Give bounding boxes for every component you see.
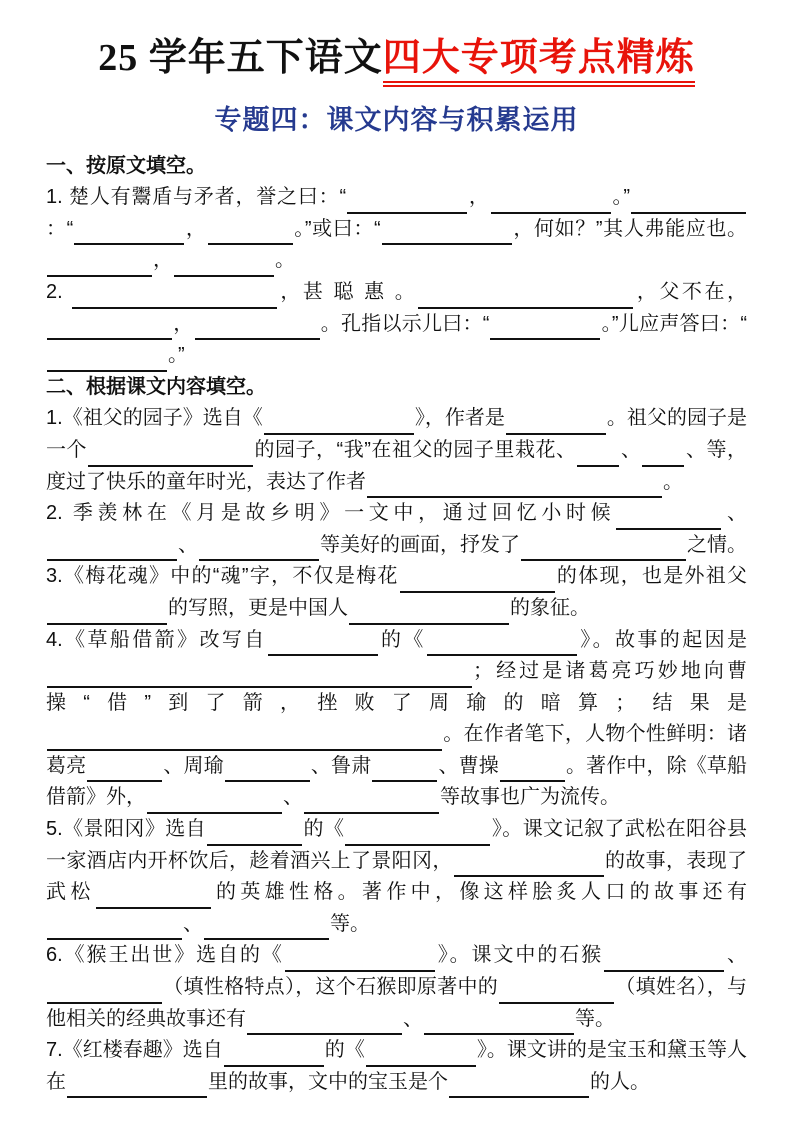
fill-in-blank [47, 537, 177, 561]
question-text: 4.《草船借箭》改写自 [46, 628, 267, 651]
page-title-black: 25 学年五下语文 [98, 37, 383, 79]
fill-in-blank [506, 411, 606, 435]
question-text: ，父不在， [634, 280, 748, 303]
question-item [46, 561, 747, 624]
question-item [46, 498, 747, 561]
fill-in-blank [418, 285, 633, 309]
question-text: 。著作中，除《草船借箭》外， [46, 754, 748, 809]
fill-in-blank [88, 443, 253, 467]
question-item [46, 625, 747, 815]
question-text: 的写照，更是中国人 [168, 596, 348, 619]
question-text: 里的故事，文中的宝玉是个 [208, 1070, 448, 1093]
fill-in-blank [72, 285, 277, 309]
fill-in-blank [247, 1011, 402, 1035]
fill-in-blank [382, 221, 512, 245]
question-text: 、鲁肃 [310, 754, 372, 777]
question-text: 5.《景阳冈》选自 [46, 818, 207, 841]
section-heading: 一、按原文填空。 [46, 154, 206, 177]
fill-in-blank [225, 758, 310, 782]
question-text: 的象征。 [510, 596, 590, 619]
fill-in-blank [47, 601, 167, 625]
section-heading: 二、根据课文内容填空。 [46, 375, 266, 398]
question-text: 、 [183, 912, 203, 935]
question-text: 、 [722, 502, 747, 525]
fill-in-blank [491, 190, 611, 214]
question-text: 等。 [575, 1007, 615, 1030]
question-text: 等。 [330, 912, 370, 935]
question-text: 等美好的画面，抒发了 [320, 533, 520, 556]
fill-in-blank [427, 632, 577, 656]
page-title [46, 36, 747, 82]
fill-in-blank [500, 758, 565, 782]
fill-in-blank [207, 822, 302, 846]
question-text: 。祖父的园子是一个 [46, 407, 747, 461]
question-item [46, 814, 747, 940]
worksheet-content [46, 151, 747, 1099]
question-text: 》。课文讲的是宝玉和黛玉等人在 [46, 1039, 748, 1093]
question-item [46, 182, 747, 277]
question-text: ；经过是诸葛亮巧妙地向曹操“借”到了箭，挫败了周瑜的暗算；结果是 [46, 660, 747, 714]
page-title-red-underlined: 四大专项考点精炼 [383, 37, 695, 87]
question-text: 1.《祖父的园子》选自《 [46, 407, 263, 430]
question-text: 的《 [378, 628, 426, 651]
question-text: （填姓名），与他相关的经典故事还有 [46, 976, 748, 1030]
fill-in-blank [147, 790, 282, 814]
question-text: 的《 [324, 1039, 365, 1062]
question-text: 7.《红楼春趣》选自 [46, 1039, 223, 1062]
fill-in-blank [47, 253, 152, 277]
question-text: 、 [283, 786, 303, 809]
fill-in-blank [268, 632, 378, 656]
question-text: 之情。 [687, 533, 747, 556]
fill-in-blank [47, 348, 167, 372]
question-item [46, 940, 747, 1035]
fill-in-blank [224, 1043, 324, 1067]
question-text: 的英雄性格。著作中，像这样脍炙人口的故事还有 [211, 881, 748, 904]
fill-in-blank [208, 221, 293, 245]
question-text: 2. 季羡林在《月是故乡明》一文中，通过回忆小时候 [46, 502, 616, 525]
fill-in-blank [367, 474, 662, 498]
question-text: 。 [275, 249, 295, 272]
fill-in-blank [174, 253, 274, 277]
question-text: ， [173, 312, 194, 335]
question-text: 》。课文记叙了武松在阳谷县一家酒店内开杯饮后，趁着酒兴上了景阳冈， [46, 818, 748, 872]
question-text: 等故事也广为流传。 [440, 786, 620, 809]
question-item [46, 1035, 747, 1098]
fill-in-blank [199, 537, 319, 561]
question-text: 》。课文中的石猴 [435, 944, 604, 967]
question-text: 1. 楚人有鬻盾与矛者，誉之曰：“ [46, 186, 347, 209]
question-text: 》，作者是 [414, 407, 505, 430]
fill-in-blank [47, 980, 162, 1004]
fill-in-blank [47, 727, 442, 751]
question-text: 、 [178, 533, 198, 556]
question-text: 、周瑜 [163, 754, 224, 777]
fill-in-blank [604, 948, 724, 972]
fill-in-blank [47, 916, 182, 940]
question-text: ，何如？”其人弗能应也。 [512, 217, 747, 240]
fill-in-blank [400, 569, 555, 593]
question-text: 。”儿应声答曰：“ [601, 312, 747, 335]
question-text: （填性格特点），这个石猴即原著中的 [163, 976, 499, 999]
question-text: 。”或曰：“ [293, 217, 381, 240]
fill-in-blank [264, 411, 414, 435]
fill-in-blank [345, 822, 490, 846]
question-text: 的故事，表现了武松 [46, 849, 748, 904]
question-text: ， [185, 217, 207, 240]
fill-in-blank [499, 980, 614, 1004]
fill-in-blank [96, 885, 211, 909]
fill-in-blank [449, 1074, 589, 1098]
fill-in-blank [47, 664, 472, 688]
fill-in-blank [521, 537, 686, 561]
question-text: 的体现，也是外祖父 [555, 565, 748, 588]
question-text: 、 [403, 1007, 423, 1030]
question-text: 。孔指以示儿曰：“ [320, 312, 490, 335]
question-text: ：“ [46, 217, 74, 240]
fill-in-blank [87, 758, 162, 782]
page-subtitle: 专题四：课文内容与积累运用 [214, 104, 579, 135]
question-item [46, 277, 747, 372]
fill-in-blank [285, 948, 435, 972]
fill-in-blank [616, 506, 721, 530]
question-text: 、 [620, 438, 642, 461]
fill-in-blank [349, 601, 509, 625]
question-text: 。 [663, 470, 683, 493]
question-text: ，甚 聪 惠 。 [277, 280, 418, 303]
fill-in-blank [67, 1074, 207, 1098]
question-text: 、曹操 [438, 754, 499, 777]
question-text: 的《 [303, 818, 345, 841]
question-item [46, 403, 747, 498]
fill-in-blank [195, 316, 320, 340]
question-text: 。” [611, 186, 630, 209]
fill-in-blank [204, 916, 329, 940]
question-text: 的人。 [590, 1070, 650, 1093]
fill-in-blank [372, 758, 437, 782]
question-text: 。在作者笔下，人物个性鲜明：诸葛亮 [46, 723, 747, 777]
question-text: 的园子，“我”在祖父的园子里栽花、 [254, 438, 577, 461]
fill-in-blank [304, 790, 439, 814]
question-text: 6.《猴王出世》选自的《 [46, 944, 284, 967]
fill-in-blank [454, 853, 604, 877]
fill-in-blank [631, 190, 746, 214]
question-text: 、等，度过了快乐的童年时光，表达了作者 [46, 438, 748, 493]
fill-in-blank [47, 316, 172, 340]
question-text: 。” [168, 344, 185, 367]
question-text: ， [153, 249, 173, 272]
question-text: 3.《梅花魂》中的“魂”字，不仅是梅花 [46, 565, 399, 588]
fill-in-blank [366, 1043, 476, 1067]
fill-in-blank [424, 1011, 574, 1035]
fill-in-blank [490, 316, 600, 340]
question-text: 》。故事的起因是 [577, 628, 747, 651]
question-text: ， [468, 186, 490, 209]
question-text: 、 [725, 944, 747, 967]
fill-in-blank [74, 221, 184, 245]
fill-in-blank [642, 443, 684, 467]
fill-in-blank [347, 190, 467, 214]
question-text: 2. [46, 280, 71, 303]
fill-in-blank [577, 443, 619, 467]
